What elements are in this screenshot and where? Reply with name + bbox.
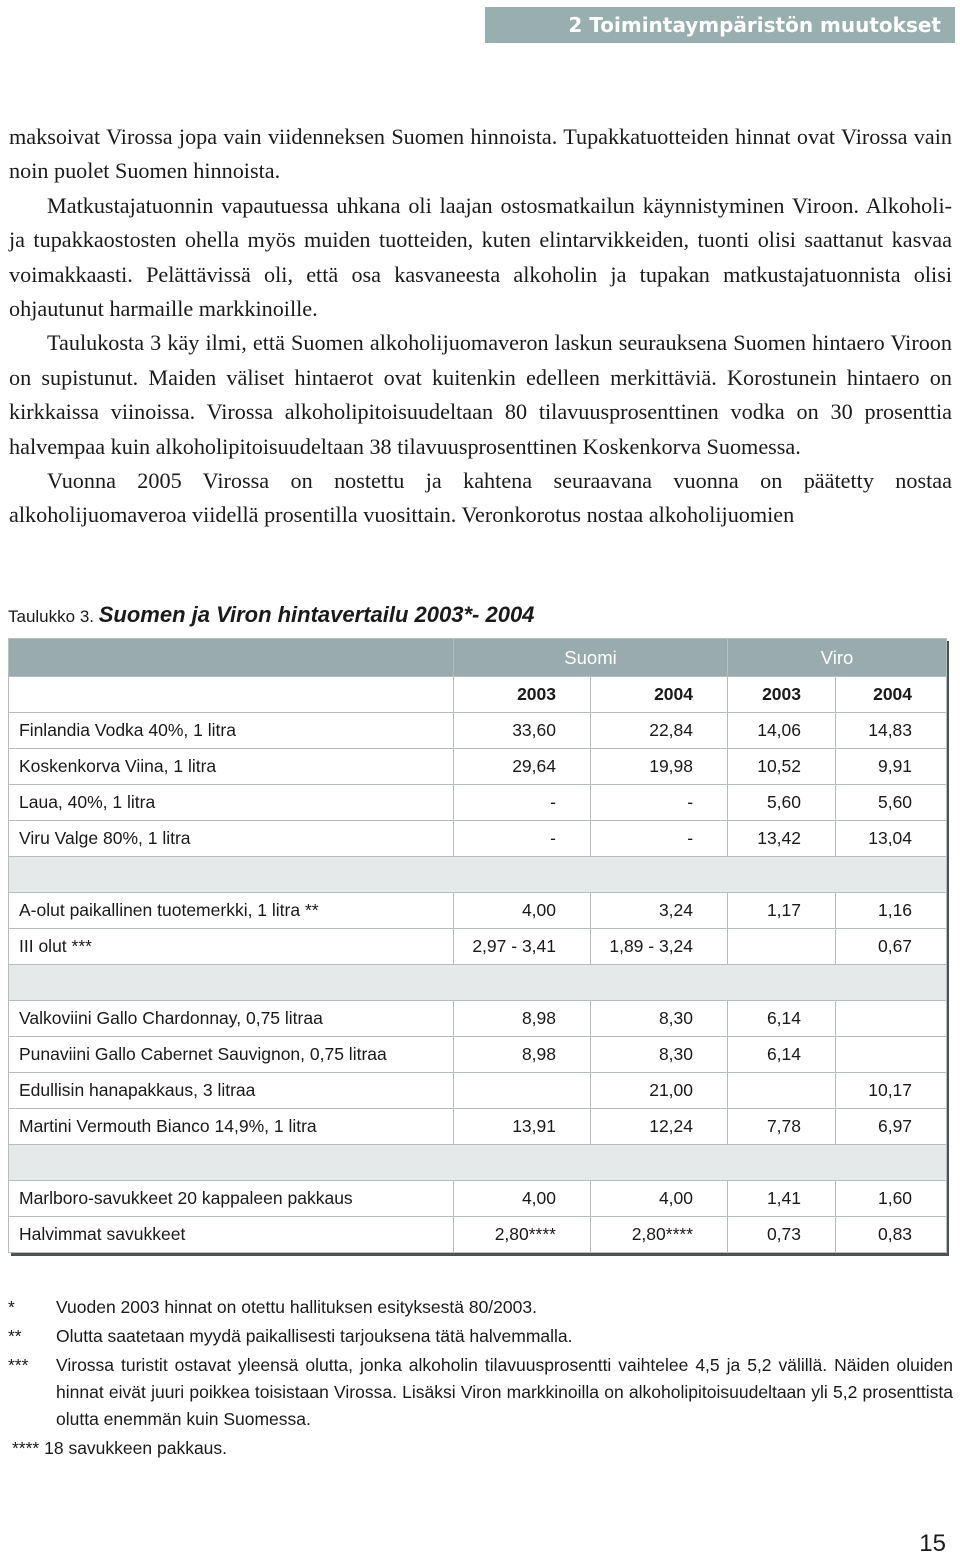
price-cell: 1,41 bbox=[728, 1181, 836, 1217]
price-comparison-table bbox=[8, 638, 946, 1253]
table-row bbox=[9, 821, 947, 857]
table-row bbox=[9, 713, 947, 749]
row-label: Martini Vermouth Bianco 14,9%, 1 litra bbox=[9, 1109, 454, 1145]
price-cell: 1,60 bbox=[836, 1181, 947, 1217]
price-cell: 5,60 bbox=[836, 785, 947, 821]
year-viro-2003: 2003 bbox=[728, 677, 836, 713]
price-cell bbox=[454, 1073, 591, 1109]
header-blank-cell bbox=[9, 639, 454, 677]
price-cell: - bbox=[591, 785, 728, 821]
price-cell: 6,14 bbox=[728, 1001, 836, 1037]
footnote-mark: * bbox=[8, 1297, 15, 1317]
price-cell: 9,91 bbox=[836, 749, 947, 785]
price-cell: 4,00 bbox=[591, 1181, 728, 1217]
table-caption bbox=[8, 600, 534, 632]
paragraph-1: maksoivat Virossa jopa vain viidenneksen Suomen hinnoista. Tupakkatuotteiden hinnat ovat Virossa vain noin puolet Suomen hinnoista. bbox=[9, 124, 952, 184]
row-label: III olut *** bbox=[9, 929, 454, 965]
table-spacer-row bbox=[9, 965, 947, 1001]
table-row bbox=[9, 1037, 947, 1073]
price-cell: 2,80**** bbox=[591, 1217, 728, 1253]
price-cell: 8,30 bbox=[591, 1001, 728, 1037]
header-suomi: Suomi bbox=[454, 639, 728, 677]
row-label: A-olut paikallinen tuotemerkki, 1 litra ** bbox=[9, 893, 454, 929]
year-suomi-2004: 2004 bbox=[591, 677, 728, 713]
row-label: Punaviini Gallo Cabernet Sauvignon, 0,75 litraa bbox=[9, 1037, 454, 1073]
row-label: Edullisin hanapakkaus, 3 litraa bbox=[9, 1073, 454, 1109]
price-cell: 19,98 bbox=[591, 749, 728, 785]
row-label: Koskenkorva Viina, 1 litra bbox=[9, 749, 454, 785]
price-cell: 13,04 bbox=[836, 821, 947, 857]
price-cell: 1,16 bbox=[836, 893, 947, 929]
table-caption-label: Taulukko 3. bbox=[8, 607, 94, 626]
table-spacer-row bbox=[9, 857, 947, 893]
footnotes bbox=[8, 1294, 953, 1464]
price-cell: 1,89 - 3,24 bbox=[591, 929, 728, 965]
table-row bbox=[9, 1181, 947, 1217]
table-row bbox=[9, 1001, 947, 1037]
price-cell: 29,64 bbox=[454, 749, 591, 785]
row-label: Marlboro-savukkeet 20 kappaleen pakkaus bbox=[9, 1181, 454, 1217]
price-cell bbox=[836, 1037, 947, 1073]
price-cell: 2,97 - 3,41 bbox=[454, 929, 591, 965]
price-cell: 7,78 bbox=[728, 1109, 836, 1145]
price-cell: 14,06 bbox=[728, 713, 836, 749]
footnote-3 bbox=[8, 1352, 953, 1433]
table-row bbox=[9, 893, 947, 929]
price-cell: 2,80**** bbox=[454, 1217, 591, 1253]
price-cell: 4,00 bbox=[454, 1181, 591, 1217]
price-cell: 6,14 bbox=[728, 1037, 836, 1073]
price-cell: 21,00 bbox=[591, 1073, 728, 1109]
price-cell: 10,17 bbox=[836, 1073, 947, 1109]
footnote-text: Olutta saatetaan myydä paikallisesti tarjouksena tätä halvemmalla. bbox=[56, 1326, 573, 1346]
table-row bbox=[9, 1217, 947, 1253]
table-spacer-row bbox=[9, 1145, 947, 1181]
footnote-2 bbox=[8, 1323, 953, 1350]
footnote-text: Vuoden 2003 hinnat on otettu hallituksen esityksestä 80/2003. bbox=[56, 1297, 537, 1317]
year-suomi-2003: 2003 bbox=[454, 677, 591, 713]
price-cell: 13,42 bbox=[728, 821, 836, 857]
page-number: 15 bbox=[919, 1530, 946, 1557]
table-caption-title: Suomen ja Viron hintavertailu 2003*- 2004 bbox=[98, 602, 535, 627]
footnote-text: 18 savukkeen pakkaus. bbox=[44, 1438, 228, 1458]
price-cell: - bbox=[454, 821, 591, 857]
body-text bbox=[9, 120, 952, 533]
spacer-cell bbox=[9, 965, 947, 1001]
table-row bbox=[9, 785, 947, 821]
row-label: Laua, 40%, 1 litra bbox=[9, 785, 454, 821]
row-label: Valkoviini Gallo Chardonnay, 0,75 litraa bbox=[9, 1001, 454, 1037]
row-label: Halvimmat savukkeet bbox=[9, 1217, 454, 1253]
year-blank-cell bbox=[9, 677, 454, 713]
price-cell: 22,84 bbox=[591, 713, 728, 749]
spacer-cell bbox=[9, 857, 947, 893]
price-cell: 0,83 bbox=[836, 1217, 947, 1253]
footnote-1 bbox=[8, 1294, 953, 1321]
price-cell: 8,98 bbox=[454, 1037, 591, 1073]
footnote-text: Virossa turistit ostavat yleensä olutta, jonka alkoholin tilavuusprosentti vaihtelee 4,5 ja 5,2 välillä. Näiden oluiden hinnat eivät juuri poikkea toisistaan Virossa. Lisäksi Viron markkinoilla on alkoholipitoisuudeltaan yli 5,2 prosenttista olutta enemmän kuin Suomessa. bbox=[56, 1355, 953, 1429]
price-cell: 8,98 bbox=[454, 1001, 591, 1037]
table-row bbox=[9, 749, 947, 785]
price-cell: 1,17 bbox=[728, 893, 836, 929]
footnote-mark: ** bbox=[8, 1326, 22, 1346]
table-row bbox=[9, 929, 947, 965]
price-cell: 3,24 bbox=[591, 893, 728, 929]
header-viro: Viro bbox=[728, 639, 947, 677]
row-label: Viru Valge 80%, 1 litra bbox=[9, 821, 454, 857]
year-header-row bbox=[9, 677, 947, 713]
price-cell: 4,00 bbox=[454, 893, 591, 929]
table-row bbox=[9, 1073, 947, 1109]
price-cell: 33,60 bbox=[454, 713, 591, 749]
footnote-4 bbox=[12, 1435, 953, 1462]
price-cell: - bbox=[454, 785, 591, 821]
price-cell: 6,97 bbox=[836, 1109, 947, 1145]
year-viro-2004: 2004 bbox=[836, 677, 947, 713]
price-cell: 14,83 bbox=[836, 713, 947, 749]
paragraph-4: Vuonna 2005 Virossa on nostettu ja kahtena seuraavana vuonna on päätetty nostaa alkoholijuomaveroa viidellä prosentilla vuosittain. Veronkorotus nostaa alkoholijuomien bbox=[9, 468, 952, 528]
price-cell: - bbox=[591, 821, 728, 857]
paragraph-2: Matkustajatuonnin vapautuessa uhkana oli laajan ostosmatkailun käynnistyminen Viroon. Alkoholi- ja tupakkaostosten ohella myös muiden tuotteiden, kuten elintarvikkeiden, tuonti olisi saattanut kasvaa voimakkaasti. Pelättävissä oli, että osa kasvaneesta alkoholin ja tupakan matkustajatuonnista olisi ohjautunut harmaille markkinoille. bbox=[9, 192, 952, 322]
price-cell: 5,60 bbox=[728, 785, 836, 821]
price-cell bbox=[836, 1001, 947, 1037]
country-header-row bbox=[9, 639, 947, 677]
price-cell: 10,52 bbox=[728, 749, 836, 785]
price-cell: 0,73 bbox=[728, 1217, 836, 1253]
spacer-cell bbox=[9, 1145, 947, 1181]
footnote-mark: **** bbox=[12, 1438, 40, 1458]
price-cell bbox=[728, 929, 836, 965]
footnote-mark: *** bbox=[8, 1355, 29, 1375]
price-cell: 8,30 bbox=[591, 1037, 728, 1073]
price-cell: 13,91 bbox=[454, 1109, 591, 1145]
price-cell: 12,24 bbox=[591, 1109, 728, 1145]
price-cell: 0,67 bbox=[836, 929, 947, 965]
section-header: 2 Toimintaympäristön muutokset bbox=[485, 7, 955, 43]
table-row bbox=[9, 1109, 947, 1145]
paragraph-3: Taulukosta 3 käy ilmi, että Suomen alkoholijuomaveron laskun seurauksena Suomen hintaero Viroon on supistunut. Maiden väliset hintaerot ovat kuitenkin edelleen merkittäviä. Korostunein hintaero on kirkkaissa viinoissa. Virossa alkoholipitoisuudeltaan 80 tilavuusprosenttinen vodka on 30 prosenttia halvempaa kuin alkoholipitoisuudeltaan 38 tilavuusprosenttinen Koskenkorva Suomessa. bbox=[9, 330, 952, 459]
price-cell bbox=[728, 1073, 836, 1109]
row-label: Finlandia Vodka 40%, 1 litra bbox=[9, 713, 454, 749]
